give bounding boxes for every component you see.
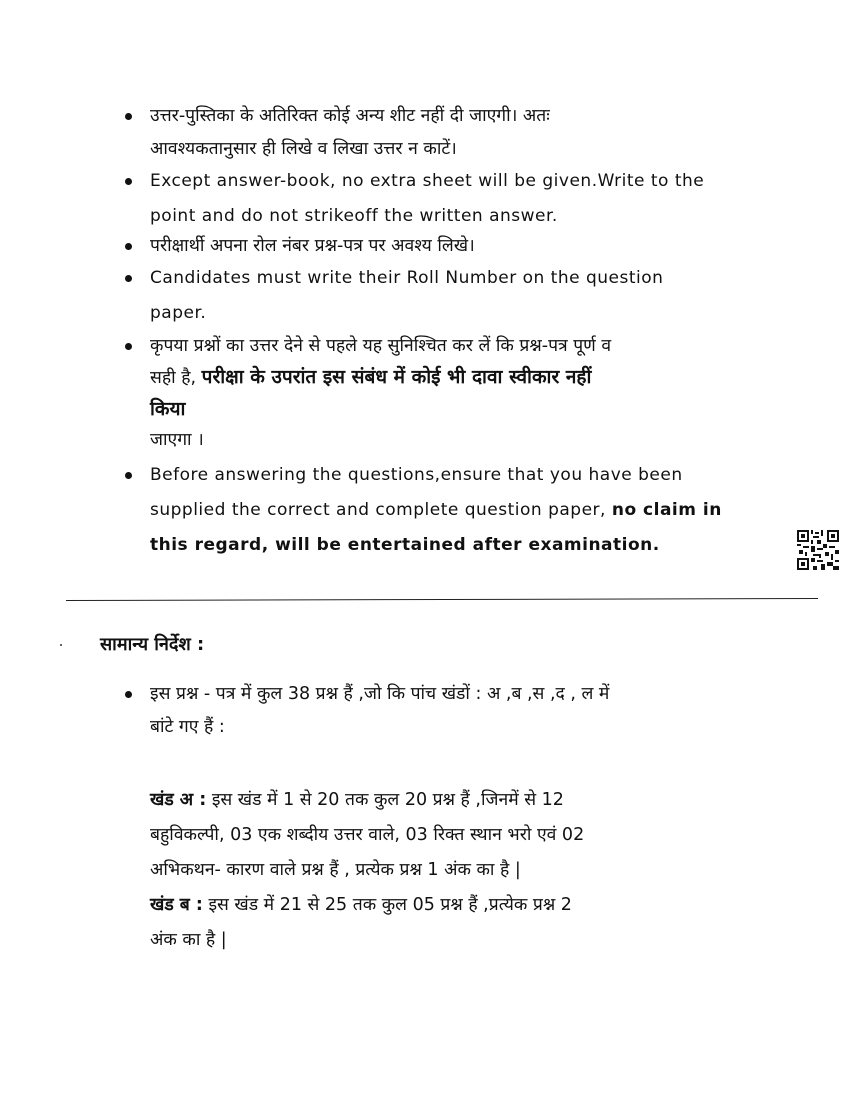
- instructions-list: [123, 100, 753, 563]
- instruction-text: आवश्यकतानुसार ही लिखे व लिखा उत्तर न काटें।: [150, 139, 457, 159]
- instruction-text: बांटे गए हैं :: [150, 717, 225, 737]
- instruction-text-emphasis: परीक्षा के उपरांत इस संबंध में कोई भी दावा स्वीकार नहीं: [201, 366, 592, 388]
- instruction-text: Candidates must write their Roll Number on the question: [150, 268, 664, 288]
- section-b-line: [150, 888, 770, 923]
- general-instructions-heading: सामान्य निर्देश :: [100, 634, 205, 655]
- section-divider: [66, 598, 818, 601]
- qr-code-icon: [797, 530, 839, 570]
- section-a-text: इस खंड में 1 से 20 तक कुल 20 प्रश्न हैं ,जिनमें से 12: [211, 790, 564, 810]
- instruction-text-normal: सही है,: [150, 368, 197, 388]
- instruction-item: [123, 458, 753, 563]
- section-a-line: [150, 783, 770, 818]
- section-a-text: बहुविकल्पी, 03 एक शब्दीय उत्तर वाले, 03 रिक्त स्थान भरो एवं 02: [150, 825, 585, 845]
- instruction-text: paper.: [150, 303, 207, 323]
- section-b-text: इस खंड में 21 से 25 तक कुल 05 प्रश्न हैं ,प्रत्येक प्रश्न 2: [208, 895, 572, 915]
- general-instructions-list: [123, 678, 763, 744]
- scan-dot: [60, 644, 62, 646]
- instruction-item: [123, 230, 753, 263]
- instruction-text: कृपया प्रश्नों का उत्तर देने से पहले यह सुनिश्चित कर लें कि प्रश्न-पत्र पूर्ण व: [150, 336, 612, 356]
- instruction-text-emphasis: this regard, will be entertained after examination.: [150, 535, 660, 555]
- instruction-text-emphasis: किया: [150, 398, 186, 420]
- section-a-text: अभिकथन- कारण वाले प्रश्न हैं , प्रत्येक प्रश्न 1 अंक का है |: [150, 860, 521, 880]
- general-instruction-item: [123, 678, 763, 744]
- instruction-text: point and do not strikeoff the written answer.: [150, 206, 558, 226]
- section-b-label: खंड ब :: [150, 895, 203, 915]
- instruction-item: [123, 331, 753, 456]
- instruction-text: उत्तर-पुस्तिका के अतिरिक्त कोई अन्य शीट नहीं दी जाएगी। अतः: [150, 106, 550, 126]
- instruction-item: [123, 100, 753, 166]
- section-a-label: खंड अ :: [150, 790, 207, 810]
- instruction-item: [123, 164, 753, 234]
- instruction-text: Before answering the questions,ensure that you have been: [150, 465, 683, 485]
- instruction-text: Except answer-book, no extra sheet will be given.Write to the: [150, 171, 705, 191]
- instruction-text: जाएगा ।: [150, 430, 204, 450]
- instruction-text-normal: supplied the correct and complete question paper,: [150, 500, 606, 520]
- instruction-text-emphasis: no claim in: [611, 500, 722, 520]
- instruction-text: इस प्रश्न - पत्र में कुल 38 प्रश्न हैं ,जो कि पांच खंडों : अ ,ब ,स ,द , ल में: [150, 684, 610, 704]
- section-descriptions: [150, 783, 770, 958]
- section-b-text: अंक का है |: [150, 930, 227, 950]
- instruction-text: [150, 362, 753, 394]
- instruction-text: परीक्षार्थी अपना रोल नंबर प्रश्न-पत्र पर अवश्य लिखे।: [150, 236, 475, 256]
- instruction-text: [150, 493, 753, 528]
- instruction-item: [123, 261, 753, 331]
